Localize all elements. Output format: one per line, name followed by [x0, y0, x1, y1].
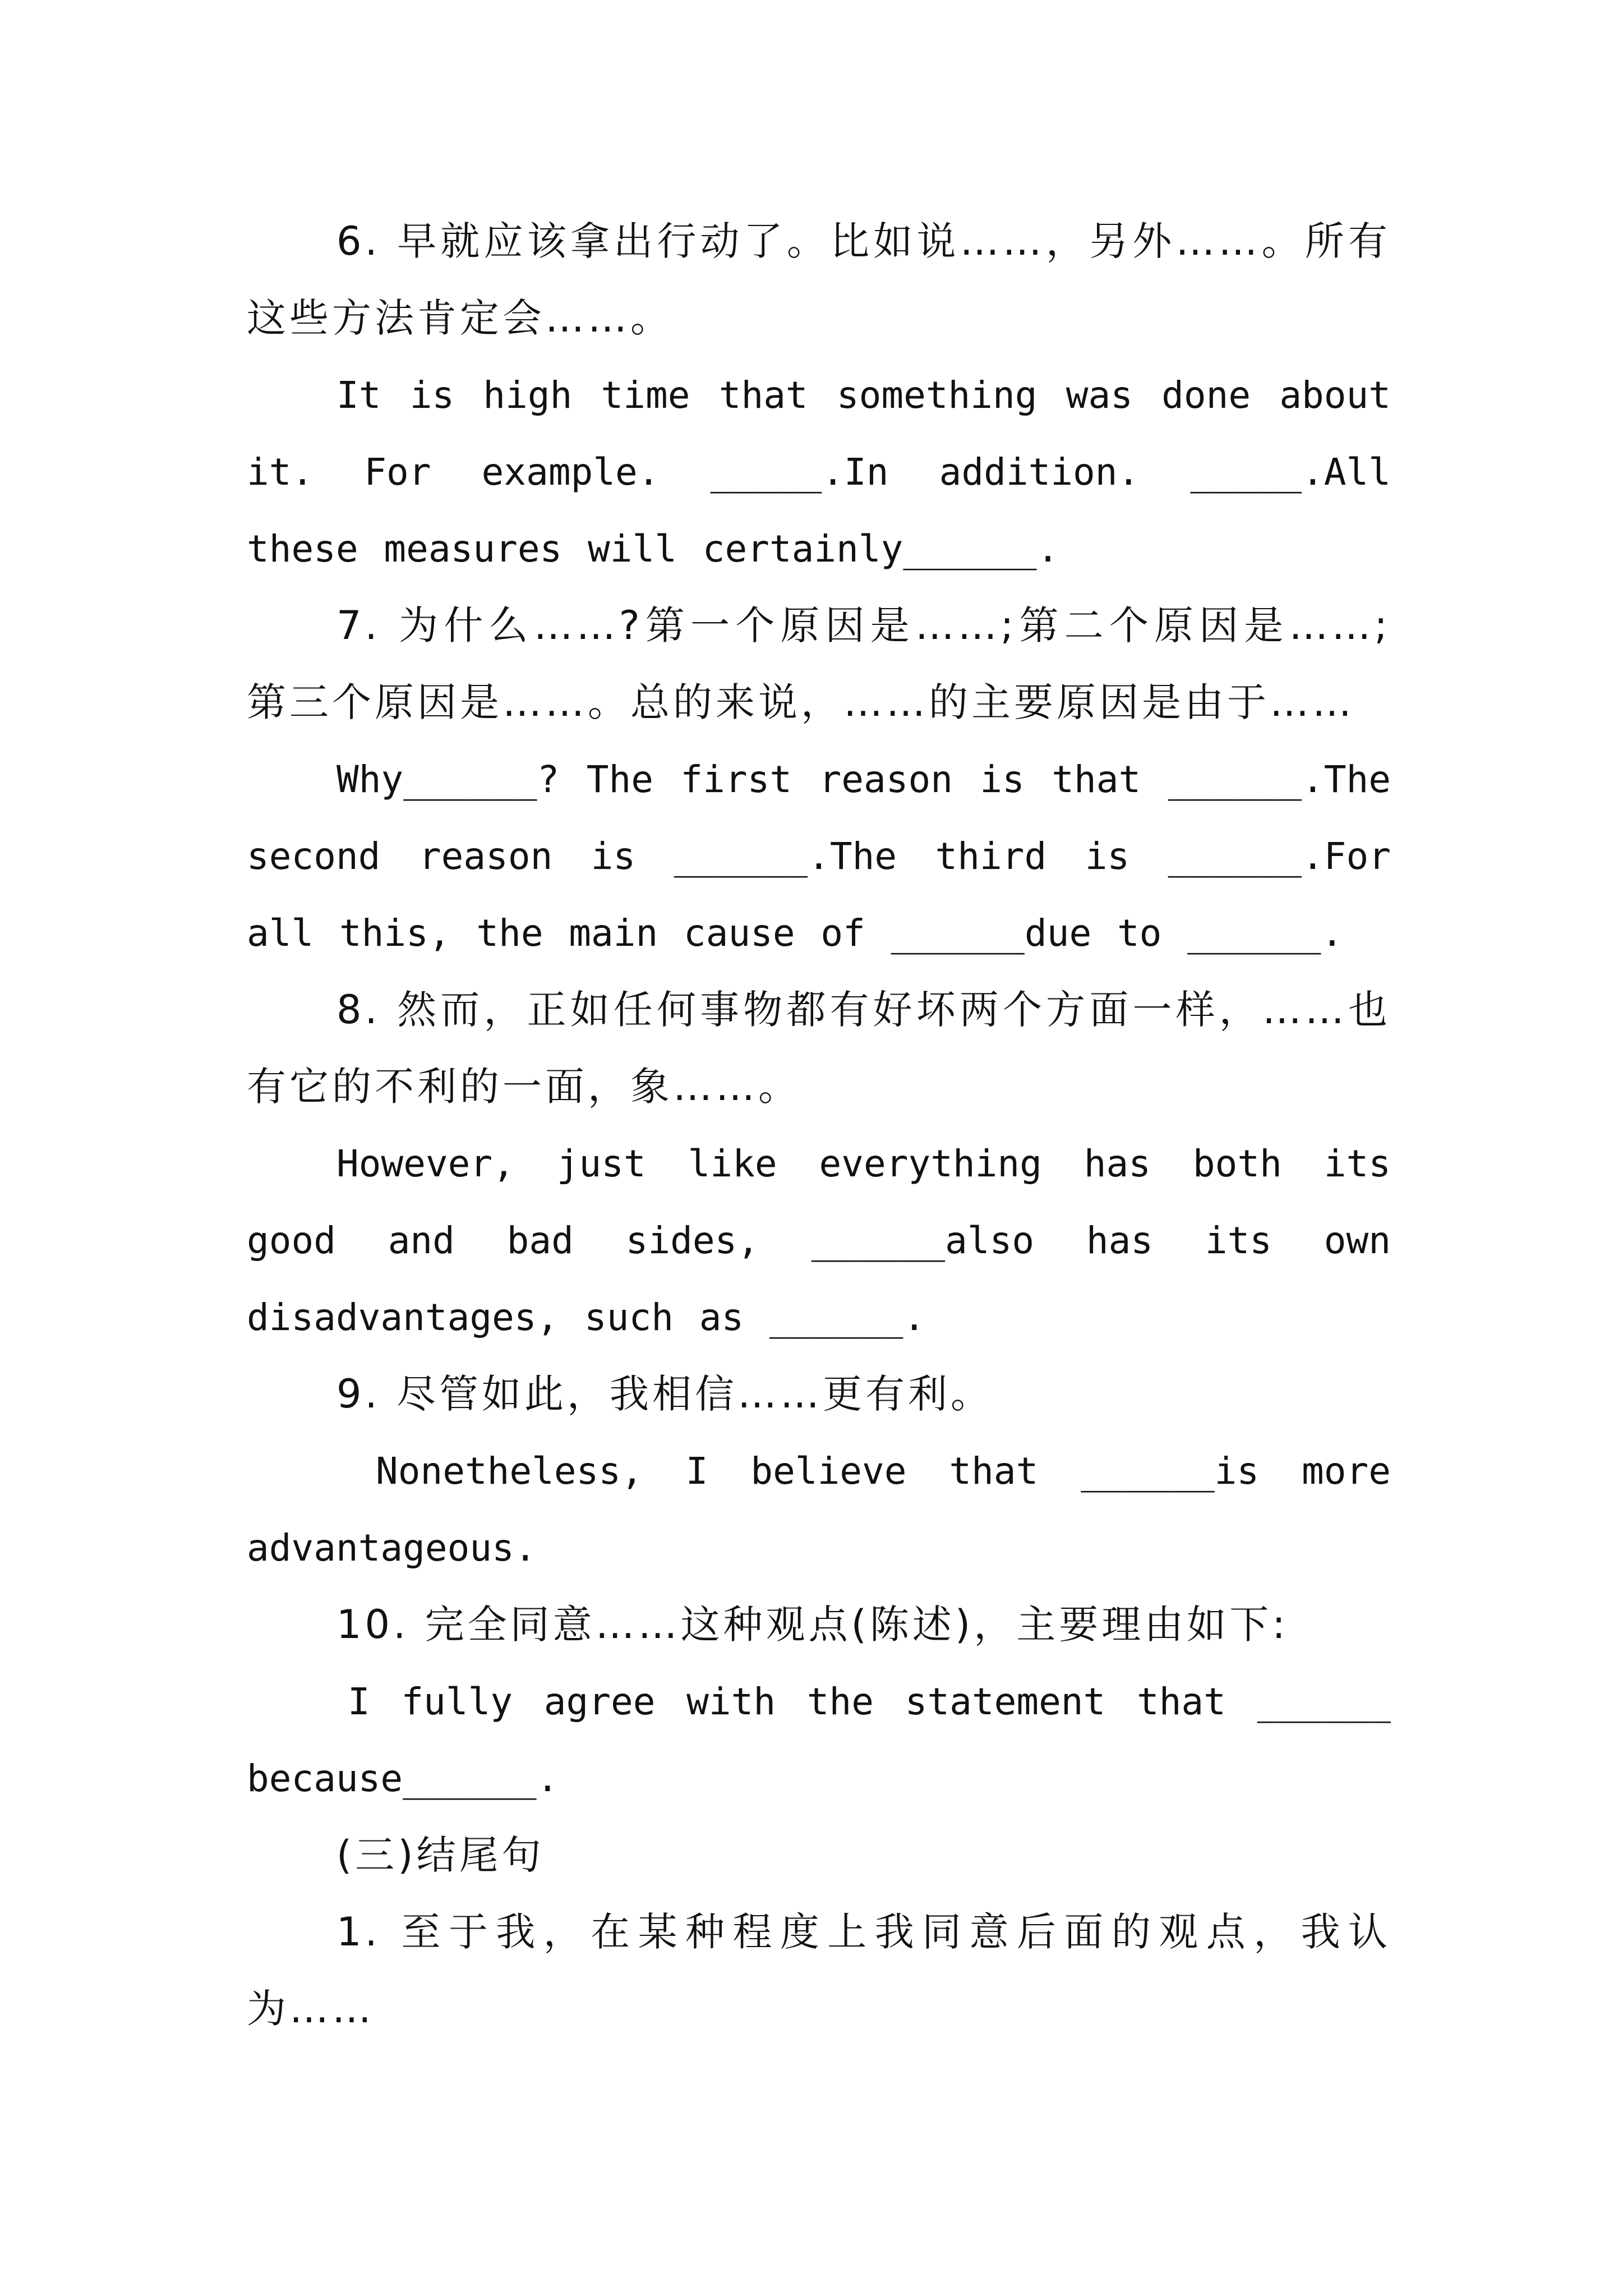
- paragraph-item-8-en: However, just like everything has both its good and bad sides, ______also has its own disadvantages, such as ______.: [247, 1142, 1391, 1339]
- paragraph-item-6-en: It is high time that something was done about it. For example. _____.In addition. _____.All these measures will certainly______.: [247, 374, 1391, 570]
- paragraph-item-8-zh: 8. 然而，正如任何事物都有好坏两个方面一样，……也有它的不利的一面，象……。: [247, 987, 1391, 1110]
- document-body: [247, 203, 1391, 2047]
- paragraph-item-7-zh: 7. 为什么……?第一个原因是……;第二个原因是……;第三个原因是……。总的来说，……的主要原因是由于……: [247, 602, 1391, 725]
- paragraph-item-1-zh: 1. 至于我，在某种程度上我同意后面的观点，我认为……: [247, 1909, 1391, 2032]
- paragraph-item-7-en: Why______? The first reason is that ______.The second reason is ______.The third is ______.For all this, the main cause of ______due to ______.: [247, 758, 1391, 955]
- paragraph-item-10-zh: 10. 完全同意……这种观点(陈述)，主要理由如下:: [336, 1602, 1289, 1648]
- section-heading-conclusion: (三)结尾句: [336, 1832, 545, 1878]
- paragraph-item-6-zh: 6. 早就应该拿出行动了。比如说……，另外……。所有这些方法肯定会……。: [247, 218, 1391, 341]
- paragraph-item-9-zh: 9. 尽管如此，我相信……更有利。: [336, 1371, 994, 1417]
- paragraph-item-9-en: Nonetheless, I believe that ______is more advantageous.: [247, 1450, 1391, 1570]
- paragraph-item-10-en: I fully agree with the statement that ______ because______.: [247, 1680, 1391, 1800]
